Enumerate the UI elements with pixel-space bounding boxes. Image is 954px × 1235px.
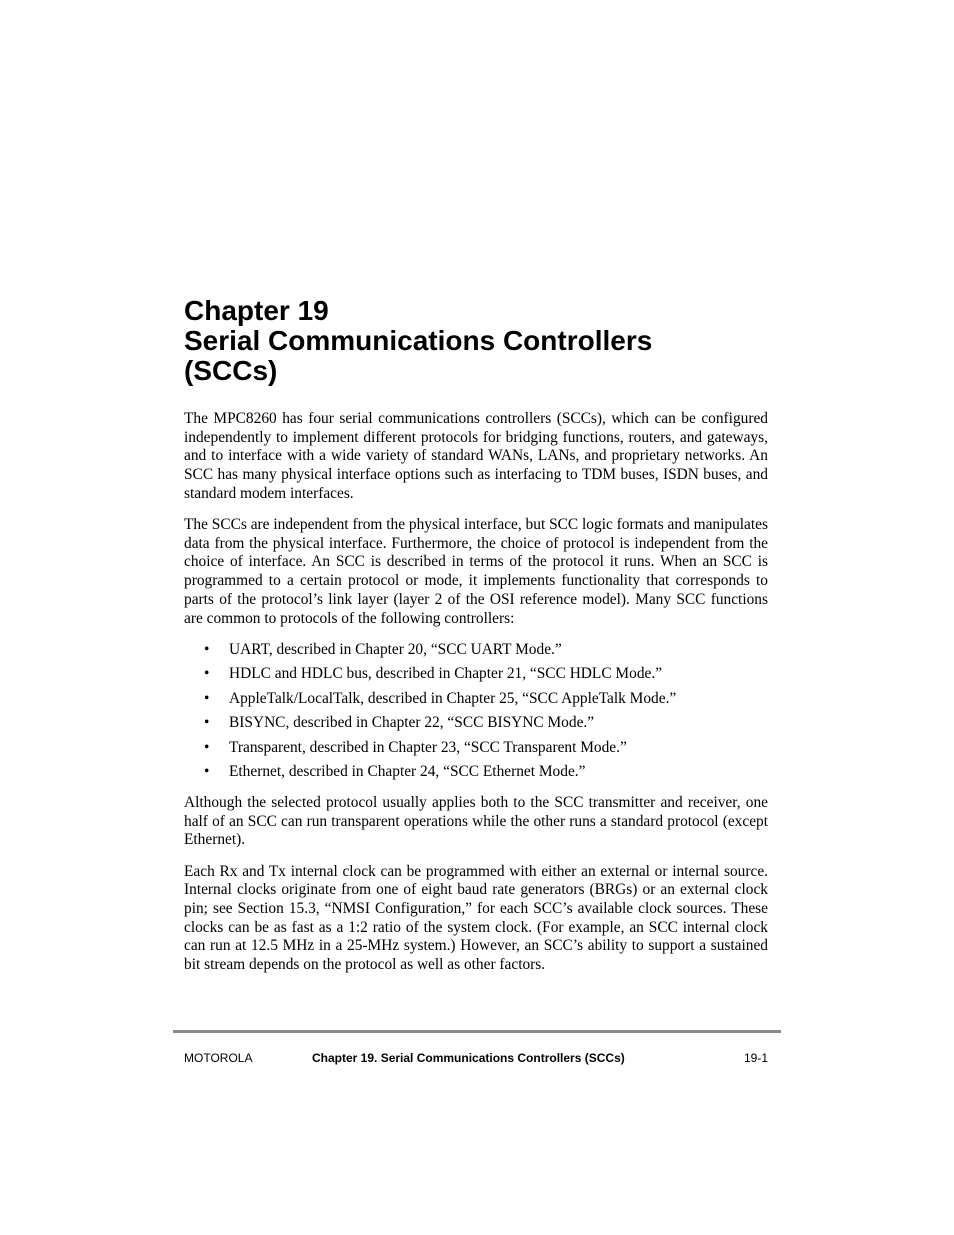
chapter-title-line-2: (SCCs) <box>184 355 278 386</box>
chapter-body <box>184 410 768 987</box>
footer-company: MOTOROLA <box>184 1051 253 1065</box>
bullet-icon: • <box>204 738 210 756</box>
bullet-icon: • <box>204 665 210 683</box>
protocol-paragraph: The SCCs are independent from the physical interface, but SCC logic formats and manipulates data from the physical interface. Furthermore, the choice of protocol is independent from the choice of interface. An SCC is described in terms of the protocol it runs. When an SCC is programmed to a certain protocol or mode, it implements functionality that corresponds to parts of the protocol’s link layer (layer 2 of the OSI reference model). Many SCC functions are common to protocols of the following controllers: <box>184 516 768 627</box>
bullet-icon: • <box>204 763 210 781</box>
bullet-icon: • <box>204 714 210 732</box>
footer-divider <box>173 1030 781 1033</box>
list-item <box>184 714 768 733</box>
intro-paragraph: The MPC8260 has four serial communications controllers (SCCs), which can be configured independently to implement different protocols for bridging functions, routers, and gateways, and to interface with a wide variety of standard WANs, LANs, and proprietary networks. An SCC has many physical interface options such as interfacing to TDM buses, ISDN buses, and standard modem interfaces. <box>184 410 768 502</box>
page-number: 19-1 <box>743 1051 768 1065</box>
bullet-icon: • <box>204 640 210 658</box>
footer-chapter-title: Chapter 19. Serial Communications Controllers (SCCs) <box>312 1051 625 1065</box>
protocol-list <box>184 641 768 782</box>
bullet-icon: • <box>204 689 210 707</box>
list-item <box>184 763 768 782</box>
chapter-title <box>184 296 784 386</box>
list-item-text: AppleTalk/LocalTalk, described in Chapter 25, “SCC AppleTalk Mode.” <box>229 689 677 707</box>
list-item-text: UART, described in Chapter 20, “SCC UART Mode.” <box>229 640 562 658</box>
clock-paragraph: Each Rx and Tx internal clock can be programmed with either an external or internal source. Internal clocks originate from one of eight baud rate generators (BRGs) or an external clock pin; see Section 15.3, “NMSI Configuration,” for each SCC’s available clock sources. These clocks can be as fast as a 1:2 ratio of the system clock. (For example, an SCC internal clock can run at 12.5 MHz in a 25-MHz system.) However, an SCC’s ability to support a sustained bit stream depends on the protocol as well as other factors. <box>184 862 768 974</box>
list-item <box>184 739 768 758</box>
list-item-text: HDLC and HDLC bus, described in Chapter 21, “SCC HDLC Mode.” <box>229 665 663 683</box>
list-item <box>184 641 768 660</box>
chapter-number: Chapter 19 <box>184 295 329 326</box>
chapter-title-line-1: Serial Communications Controllers <box>184 325 653 356</box>
list-item <box>184 690 768 709</box>
list-item-text: Ethernet, described in Chapter 24, “SCC Ethernet Mode.” <box>229 763 586 781</box>
list-item <box>184 665 768 684</box>
list-item-text: Transparent, described in Chapter 23, “SCC Transparent Mode.” <box>229 738 627 756</box>
page-footer <box>184 1050 768 1066</box>
list-item-text: BISYNC, described in Chapter 22, “SCC BISYNC Mode.” <box>229 714 595 732</box>
transparent-paragraph: Although the selected protocol usually applies both to the SCC transmitter and receiver, one half of an SCC can run transparent operations while the other runs a standard protocol (except Ethernet). <box>184 793 768 849</box>
